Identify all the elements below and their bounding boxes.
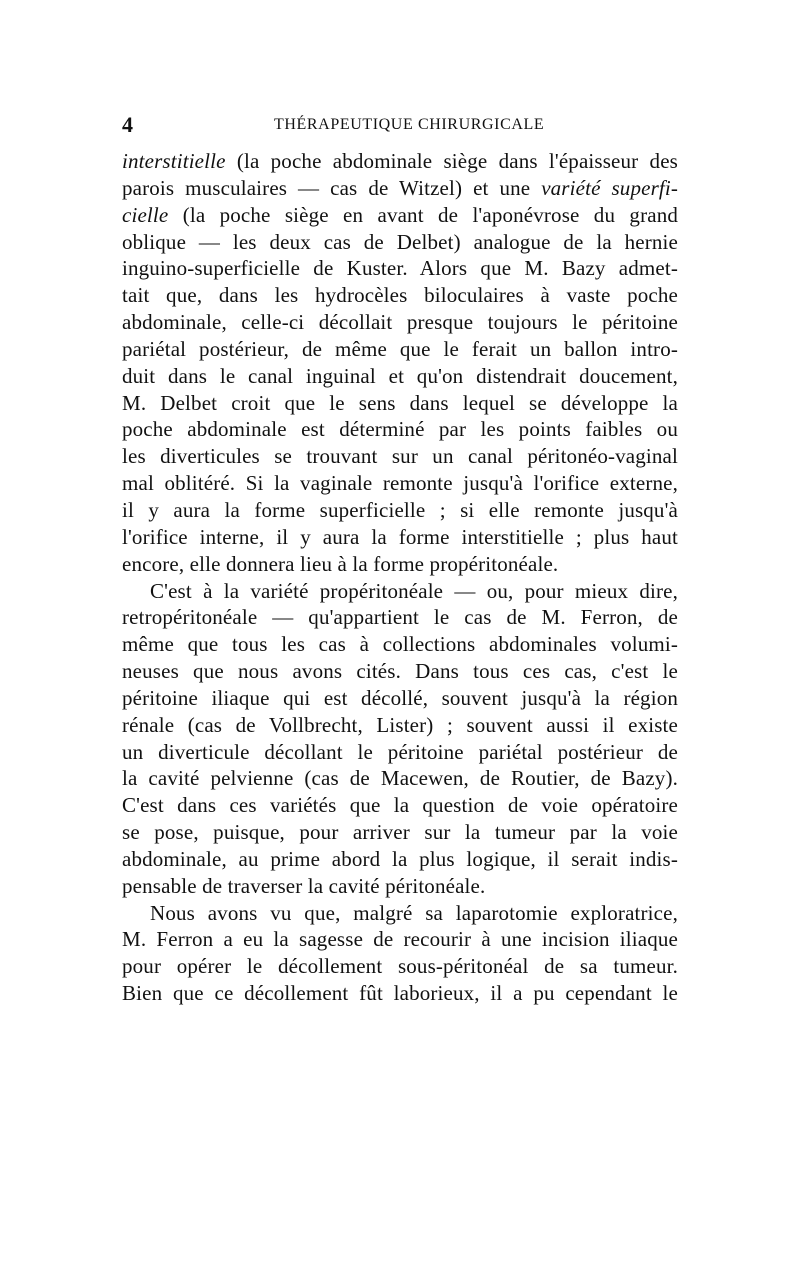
italic-term: cielle bbox=[122, 202, 169, 227]
text-line: abdominale, celle-ci décollait presque toujours le péritoine bbox=[122, 310, 678, 335]
text-line: abdominale, au prime abord la plus logique, il serait indis- bbox=[122, 846, 678, 871]
text-line: oblique — les deux cas de Delbet) analogue de la hernie bbox=[122, 229, 678, 254]
text-line: pariétal postérieur, de même que le ferait un ballon intro- bbox=[122, 336, 678, 361]
running-title: THÉRAPEUTIQUE CHIRURGICALE bbox=[274, 116, 545, 133]
body-text bbox=[122, 148, 678, 1007]
text-line: C'est dans ces variétés que la question de voie opératoire bbox=[122, 793, 678, 818]
paragraph bbox=[122, 578, 678, 900]
text-line: l'orifice interne, il y aura la forme interstitielle ; plus haut bbox=[122, 524, 678, 549]
text-line: neuses que nous avons cités. Dans tous ces cas, c'est le bbox=[122, 659, 678, 684]
text-line: M. Ferron a eu la sagesse de recourir à une incision iliaque bbox=[122, 927, 678, 952]
paragraph bbox=[122, 900, 678, 1007]
text-line: il y aura la forme superficielle ; si elle remonte jusqu'à bbox=[122, 497, 678, 522]
text-line: pour opérer le décollement sous-péritonéal de sa tumeur. bbox=[122, 954, 678, 979]
running-head bbox=[122, 112, 678, 138]
text-line: M. Delbet croit que le sens dans lequel se développe la bbox=[122, 390, 678, 415]
italic-term: interstitielle bbox=[122, 149, 226, 173]
text-line: parois musculaires — cas de Witzel) et une variété superfi- bbox=[122, 175, 678, 200]
text-line: un diverticule décollant le péritoine pariétal postérieur de bbox=[122, 739, 678, 764]
paragraph bbox=[122, 148, 678, 578]
text-line: retropéritonéale — qu'appartient le cas de M. Ferron, de bbox=[122, 605, 678, 630]
text-line: péritoine iliaque qui est décollé, souvent jusqu'à la région bbox=[122, 685, 678, 710]
text-line: Nous avons vu que, malgré sa laparotomie exploratrice, bbox=[150, 900, 678, 925]
text-line: Bien que ce décollement fût laborieux, il a pu cependant le bbox=[122, 981, 678, 1006]
text-line: la cavité pelvienne (cas de Macewen, de Routier, de Bazy). bbox=[122, 766, 678, 791]
italic-term: variété superfi- bbox=[541, 175, 678, 200]
text-line: rénale (cas de Vollbrecht, Lister) ; souvent aussi il existe bbox=[122, 712, 678, 737]
text-line: poche abdominale est déterminé par les points faibles ou bbox=[122, 417, 678, 442]
text-line: inguino-superficielle de Kuster. Alors que M. Bazy admet- bbox=[122, 256, 678, 281]
text-line: tait que, dans les hydrocèles biloculaires à vaste poche bbox=[122, 283, 678, 308]
text-line: même que tous les cas à collections abdominales volumi- bbox=[122, 632, 678, 657]
text-line: duit dans le canal inguinal et qu'on distendrait doucement, bbox=[122, 363, 678, 388]
text-line: pensable de traverser la cavité péritonéale. bbox=[122, 873, 486, 898]
text-line: interstitielle (la poche abdominale siège dans l'épaisseur des bbox=[122, 149, 678, 173]
text-line: C'est à la variété propéritonéale — ou, pour mieux dire, bbox=[150, 578, 678, 603]
page-number: 4 bbox=[122, 112, 133, 137]
text-line: mal oblitéré. Si la vaginale remonte jusqu'à l'orifice externe, bbox=[122, 471, 678, 496]
text-line: se pose, puisque, pour arriver sur la tumeur par la voie bbox=[122, 820, 678, 845]
text-line: les diverticules se trouvant sur un canal péritonéo-vaginal bbox=[122, 444, 678, 469]
text-line: cielle (la poche siège en avant de l'aponévrose du grand bbox=[122, 202, 678, 227]
text-line: encore, elle donnera lieu à la forme propéritonéale. bbox=[122, 551, 559, 576]
